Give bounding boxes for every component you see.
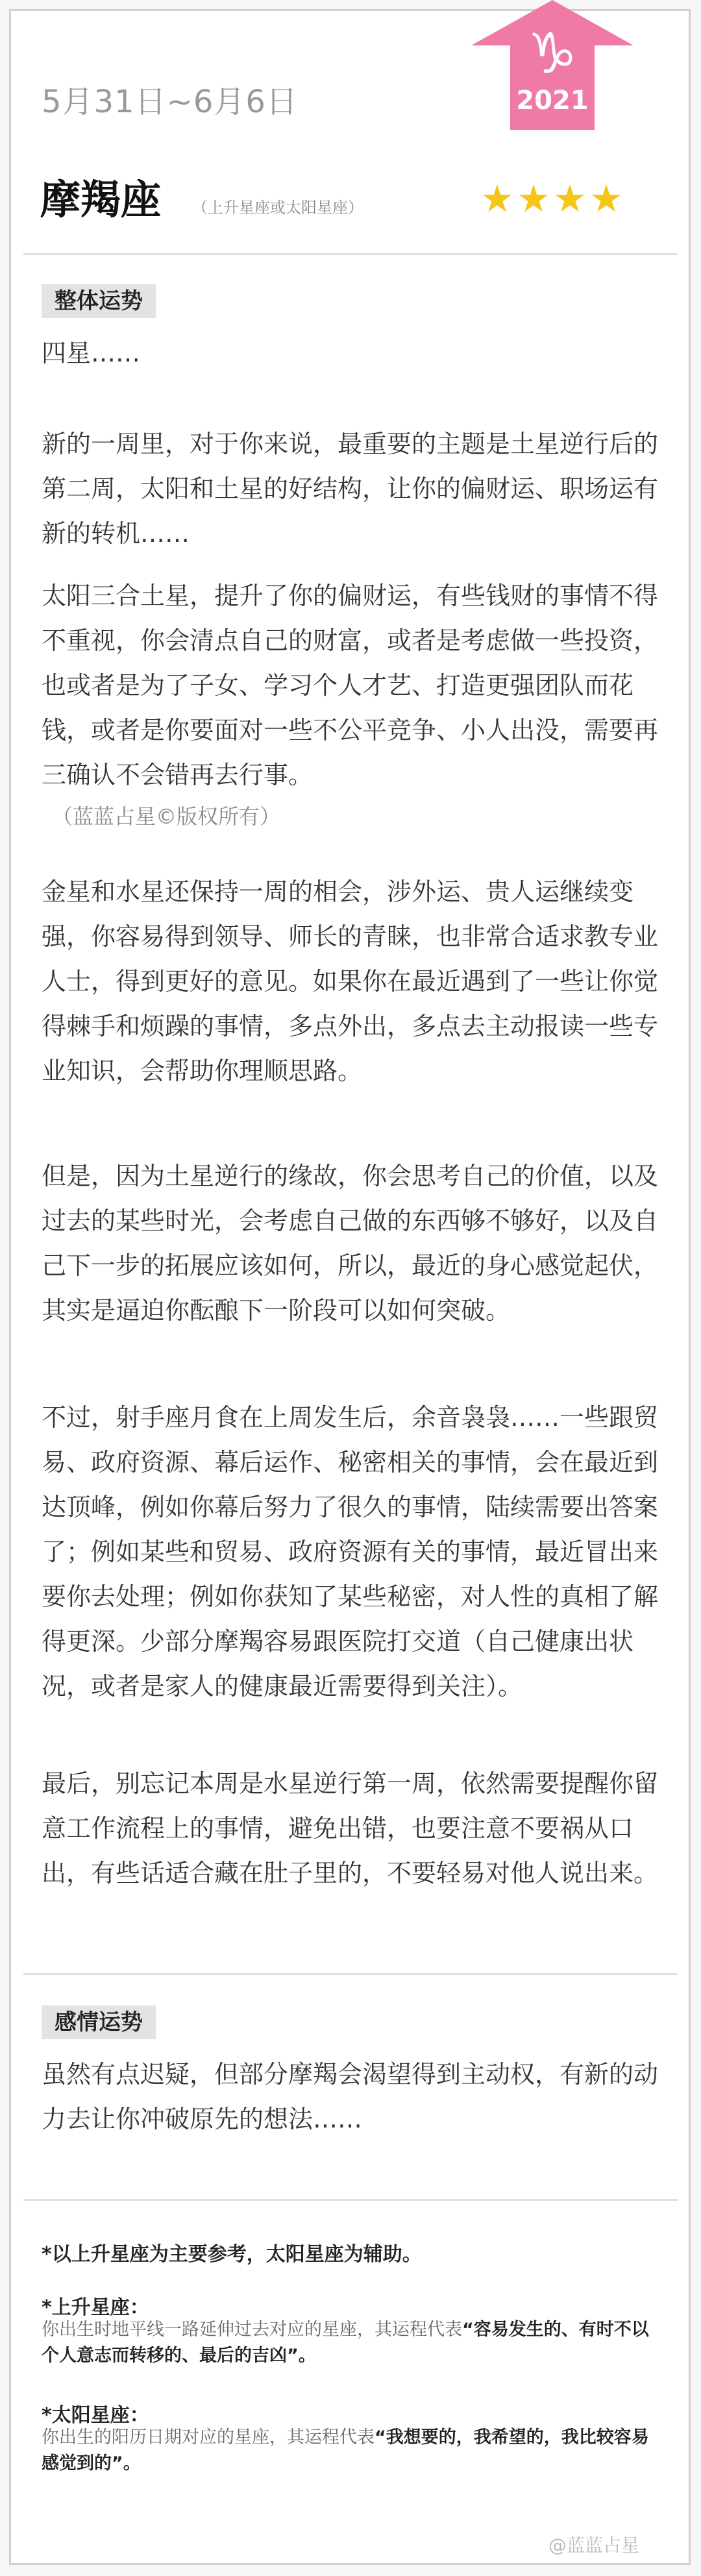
note-rising-title: *上升星座： [42, 2296, 149, 2319]
note-rising-body [42, 2317, 652, 2369]
note-rising-quote: “容易发生的、有时不以个人意志而转移的、最后的吉凶”。 [42, 2320, 649, 2366]
overall-fortune-tag: 整体运势 [42, 284, 156, 318]
overall-paragraph-3: 太阳三合土星，提升了你的偏财运，有些钱财的事情不得不重视，你会清点自己的财富，或者是考虑做一些投资，也或者是为了子女、学习个人才艺、打造更强团队而花钱，或者是你要面对一些不公平竞争、小人出没，需要再三确认不会错再去行事。 [42, 582, 659, 789]
love-fortune-tag: 感情运势 [42, 2006, 156, 2039]
notes-divider [23, 2199, 678, 2201]
overall-paragraph-7: 最后，别忘记本周是水星逆行第一周，依然需要提醒你留意工作流程上的事情，避免出错，也要注意不要祸从口出，有些话适合藏在肚子里的，不要轻易对他人说出来。 [42, 1769, 659, 1887]
section-divider [23, 1973, 678, 1975]
watermark: @蓝蓝占星 [548, 2534, 640, 2556]
header-divider [23, 253, 678, 255]
note-main: *以上升星座为主要参考，太阳星座为辅助。 [42, 2243, 422, 2266]
sign-subtitle: （上升星座或太阳星座） [192, 199, 363, 217]
copyright-credit: （蓝蓝占星©版权所有） [52, 804, 281, 829]
date-range: 5月31日~6月6日 [42, 84, 298, 120]
capricorn-icon: ♑ [527, 21, 578, 86]
zodiac-badge [471, 0, 633, 130]
overall-paragraph-6: 不过，射手座月食在上周发生后，余音袅袅……一些跟贸易、政府资源、幕后运作、秘密相关的事情，会在最近到达顶峰，例如你幕后努力了很久的事情，陆续需要出答案了；例如某些和贸易、政府资源有关的事情，最近冒出来要你去处理；例如你获知了某些秘密，对人性的真相了解得更深。少部分摩羯容易跟医院打交道（自己健康出状况，或者是家人的健康最近需要得到关注）。 [42, 1403, 659, 1700]
overall-paragraph-5: 但是，因为土星逆行的缘故，你会思考自己的价值，以及过去的某些时光，会考虑自己做的东西够不够好，以及自己下一步的拓展应该如何，所以，最近的身心感觉起伏，其实是逼迫你酝酿下一阶段可以如何突破。 [42, 1162, 659, 1325]
note-sun-title: *太阳星座： [42, 2404, 149, 2427]
sign-title: 摩羯座 [40, 176, 162, 223]
overall-paragraph-4: 金星和水星还保持一周的相会，涉外运、贵人运继续变强，你容易得到领导、师长的青睐，也非常合适求教专业人士，得到更好的意见。如果你在最近遇到了一些让你觉得棘手和烦躁的事情，多点外出，多点去主动报读一些专业知识，会帮助你理顺思路。 [42, 877, 659, 1085]
badge-year: 2021 [516, 86, 589, 116]
overall-paragraph-2: 新的一周里，对于你来说，最重要的主题是土星逆行后的第二周，太阳和土星的好结构，让你的偏财运、职场运有新的转机…… [42, 430, 659, 548]
note-rising-text: 你出生时地平线一路延伸过去对应的星座，其运程代表 [42, 2320, 462, 2340]
overall-paragraph-1: 四星…… [42, 339, 141, 367]
star-rating: ★★★★ [480, 177, 626, 221]
love-paragraph: 虽然有点迟疑，但部分摩羯会渴望得到主动权，有新的动力去让你冲破原先的想法…… [42, 2060, 659, 2133]
note-sun-body [42, 2425, 652, 2477]
note-sun-text: 你出生的阳历日期对应的星座，其运程代表 [42, 2427, 375, 2447]
note-sun-quote: “我想要的，我希望的，我比较容易感觉到的”。 [42, 2427, 649, 2473]
